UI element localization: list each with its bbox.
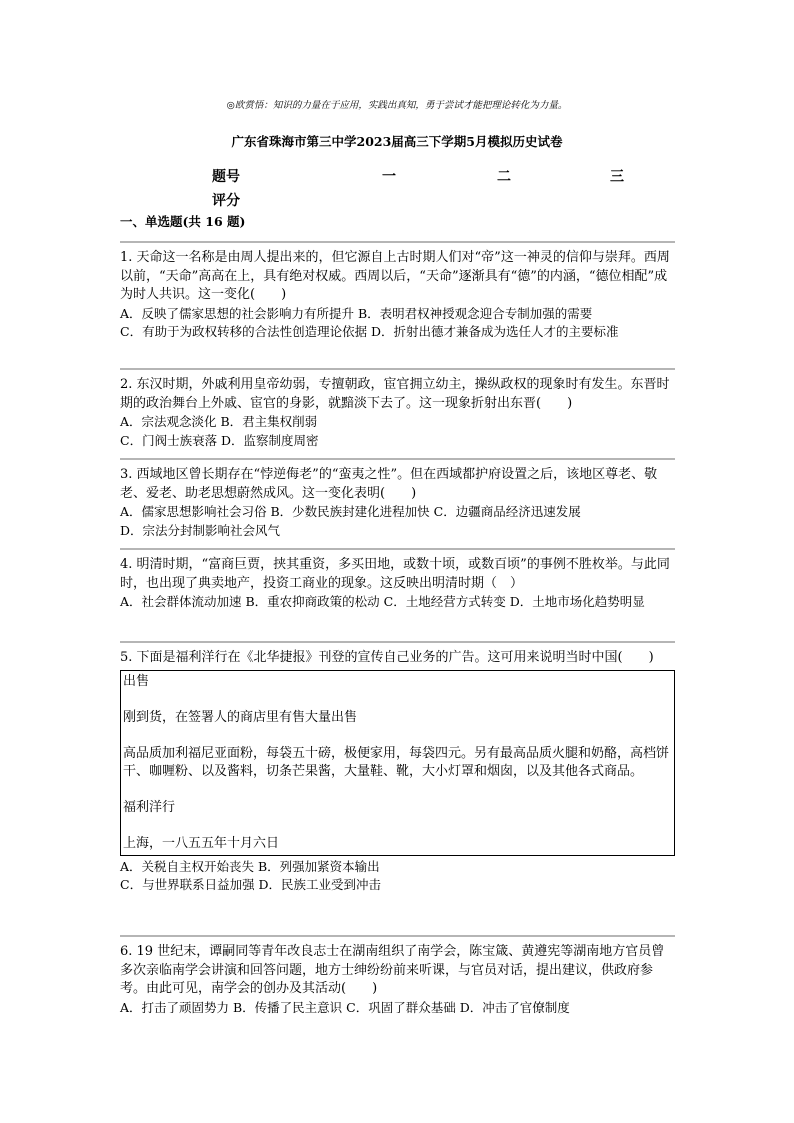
ad-body: 高品质加利福尼亚面粉，每袋五十磅，极便家用，每袋四元。另有最高品质火腿和奶酪，高档饼干、咖喱粉、以及酱料，切条芒果酱，大量鞋、靴，大小灯罩和烟囱，以及其他各式商品。: [123, 745, 670, 779]
question-stem: 3. 西域地区曾长期存在“悖逆侮老”的“蛮夷之性”。但在西域都护府设置之后，该地区尊老、敬老、爱老、助老思想蔚然成风。这一变化表明( ): [120, 467, 658, 501]
question-stem: 1. 天命这一名称是由周人提出来的，但它源自上古时期人们对“帝”这一神灵的信仰与崇拜。西周以前，“天命”高高在上，具有绝对权威。西周以后，“天命”逐渐具有“德”的内涵，“德位相配”成为时人共识。这一变化( ): [120, 250, 670, 302]
question-stem: 6. 19 世纪末，谭嗣同等青年改良志士在湖南组织了南学会，陈宝箴、黄遵宪等湖南地方官员曾多次亲临南学会讲演和回答问题，地方士绅纷纷前来听课，与官员对话，提出建议，供政府参考。由此可见，南学会的创办及其活动( ): [120, 944, 665, 996]
score-grade-label: 评分: [212, 193, 240, 209]
question-stem: 2. 东汉时期，外戚利用皇帝幼弱，专擅朝政，宦官拥立幼主，操纵政权的现象时有发生。东晋时期的政治舞台上外戚、宦官的身影，就黯淡下去了。这一现象折射出东晋( ): [120, 377, 670, 411]
question-option-line: A．宗法观念淡化 B．君主集权削弱: [120, 414, 318, 429]
question-option-line: A．关税自主权开始丧失 B．列强加紧资本输出: [120, 858, 380, 874]
page-title: 广东省珠海市第三中学2023届高三下学期5月模拟历史试卷: [231, 134, 563, 149]
advertisement-box: [120, 670, 675, 856]
score-column-2: 二: [497, 169, 511, 185]
question-1: [120, 241, 675, 342]
question-option-line: C．门阀士族衰落 D．监察制度周密: [120, 432, 319, 448]
ad-line: 刚到货，在签署人的商店里有售大量出售: [123, 709, 358, 725]
question-6: [120, 935, 675, 1017]
question-option-line: A．反映了儒家思想的社会影响力有所提升 B．表明君权神授观念迎合专制加强的需要: [120, 305, 593, 321]
score-table: [200, 166, 660, 214]
question-option-line: A．社会群体流动加速 B．重农抑商政策的松动 C．土地经营方式转变 D．土地市场化趋势明显: [120, 594, 645, 609]
ad-date: 上海，一八五五年十月六日: [123, 835, 280, 851]
score-row-question-number: [200, 166, 660, 190]
question-stem: 5. 下面是福利洋行在《北华捷报》刊登的宣传自己业务的广告。这可用来说明当时中国( ): [120, 650, 654, 665]
question-option-line: A．打击了顽固势力 B．传播了民主意识 C．巩固了群众基础 D．冲击了官僚制度: [120, 999, 570, 1015]
ad-heading: 出售: [123, 673, 150, 689]
question-option-line: C．与世界联系日益加强 D．民族工业受到冲击: [120, 877, 382, 892]
question-3: [120, 458, 675, 540]
section-heading: 一、单选题(共 16 题): [120, 214, 246, 229]
score-header-label: 题号: [212, 169, 240, 185]
question-2: [120, 368, 675, 450]
score-row-grade: [200, 190, 660, 214]
ad-signature: 福利洋行: [123, 799, 176, 815]
question-option-line: A．儒家思想影响社会习俗 B．少数民族封建化进程加快 C．边疆商品经济迅速发展: [120, 504, 581, 519]
score-column-3: 三: [610, 169, 624, 185]
header-motto: ◎欧赏悟：知识的力量在于应用，实践出真知，勇于尝试才能把理论转化为力量。: [226, 100, 568, 111]
score-column-1: 一: [382, 169, 396, 185]
question-option-line: C．有助于为政权转移的合法性创造理论依据 D．折射出德才兼备成为选任人才的主要标准: [120, 324, 619, 339]
question-5: [120, 641, 675, 895]
question-4: [120, 548, 675, 612]
question-option-line: D．宗法分封制影响社会风气: [120, 522, 281, 538]
question-stem: 4. 明清时期，“富商巨贾，挟其重资，多买田地，或数十顷，或数百顷”的事例不胜枚举。与此同时，也出现了典卖地产，投资工商业的现象。这反映出明清时期（ ）: [120, 557, 670, 591]
